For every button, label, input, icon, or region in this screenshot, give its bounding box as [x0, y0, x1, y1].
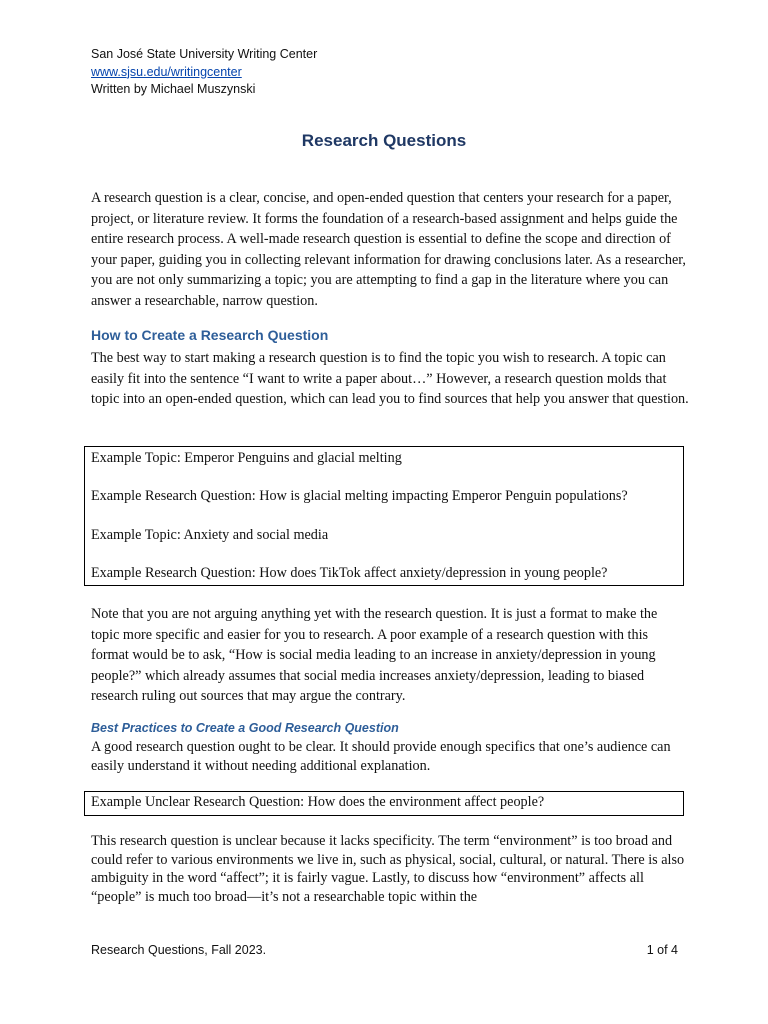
unclear-example-box	[84, 791, 684, 816]
writing-center-link[interactable]: www.sjsu.edu/writingcenter	[91, 64, 242, 79]
example-topic-2: Example Topic: Anxiety and social media	[91, 527, 329, 543]
examples-box	[84, 446, 684, 586]
intro-paragraph: A research question is a clear, concise, and open-ended question that centers your research for a paper, project, or literature review. It forms the foundation of a research-based assignment and helps guide the entire research process. A well-made research question is essential to define the scope and direction of your paper, guiding you in collecting relevant information for drawing conclusions later. As a researcher, you are not only summarizing a topic; you are attempting to find a gap in the literature where you can answer a researchable, narrow question.	[91, 190, 686, 309]
example-question-2: Example Research Question: How does TikTok affect anxiety/depression in young people?	[91, 565, 608, 581]
author-line: Written by Michael Muszynski	[91, 82, 256, 96]
example-question-1: Example Research Question: How is glacial melting impacting Emperor Penguin populations?	[91, 488, 628, 504]
create-paragraph: The best way to start making a research question is to find the topic you wish to research. A topic can easily fit into the sentence “I want to write a paper about…” However, a research question molds that topic into an open-ended question, which can lead you to find sources that help you answer that question.	[91, 350, 689, 408]
section-heading-best-practices: Best Practices to Create a Good Research Question	[91, 721, 399, 735]
note-paragraph: Note that you are not arguing anything yet with the research question. It is just a format to make the topic more specific and easier for you to research. A poor example of a research question with this format would be to ask, “How is social media leading to an increase in anxiety/depression in young people?” which already assumes that social media increases anxiety/depression, leading to biased research ruling out sources that may argue the contrary.	[91, 606, 658, 705]
example-topic-1: Example Topic: Emperor Penguins and glacial melting	[91, 450, 402, 466]
best-practices-paragraph: A good research question ought to be clear. It should provide enough specifics that one’s audience can easily understand it without needing additional explanation.	[91, 739, 671, 774]
page-header	[91, 46, 317, 99]
page-title: Research Questions	[301, 131, 467, 150]
section-heading-create: How to Create a Research Question	[91, 327, 329, 343]
unclear-example: Example Unclear Research Question: How does the environment affect people?	[91, 794, 545, 810]
org-name: San José State University Writing Center	[91, 47, 318, 61]
footer-left: Research Questions, Fall 2023.	[91, 943, 267, 957]
explanation-paragraph: This research question is unclear because it lacks specificity. The term “environment” is too broad and could refer to various environments we live in, such as physical, social, cultural, or natural. There is also ambiguity in the word “affect”; it is fairly vague. Lastly, to discuss how “environment” affects all “people” is much too broad—it’s not a researchable topic within the	[91, 833, 685, 905]
page-number: 1 of 4	[646, 943, 678, 957]
